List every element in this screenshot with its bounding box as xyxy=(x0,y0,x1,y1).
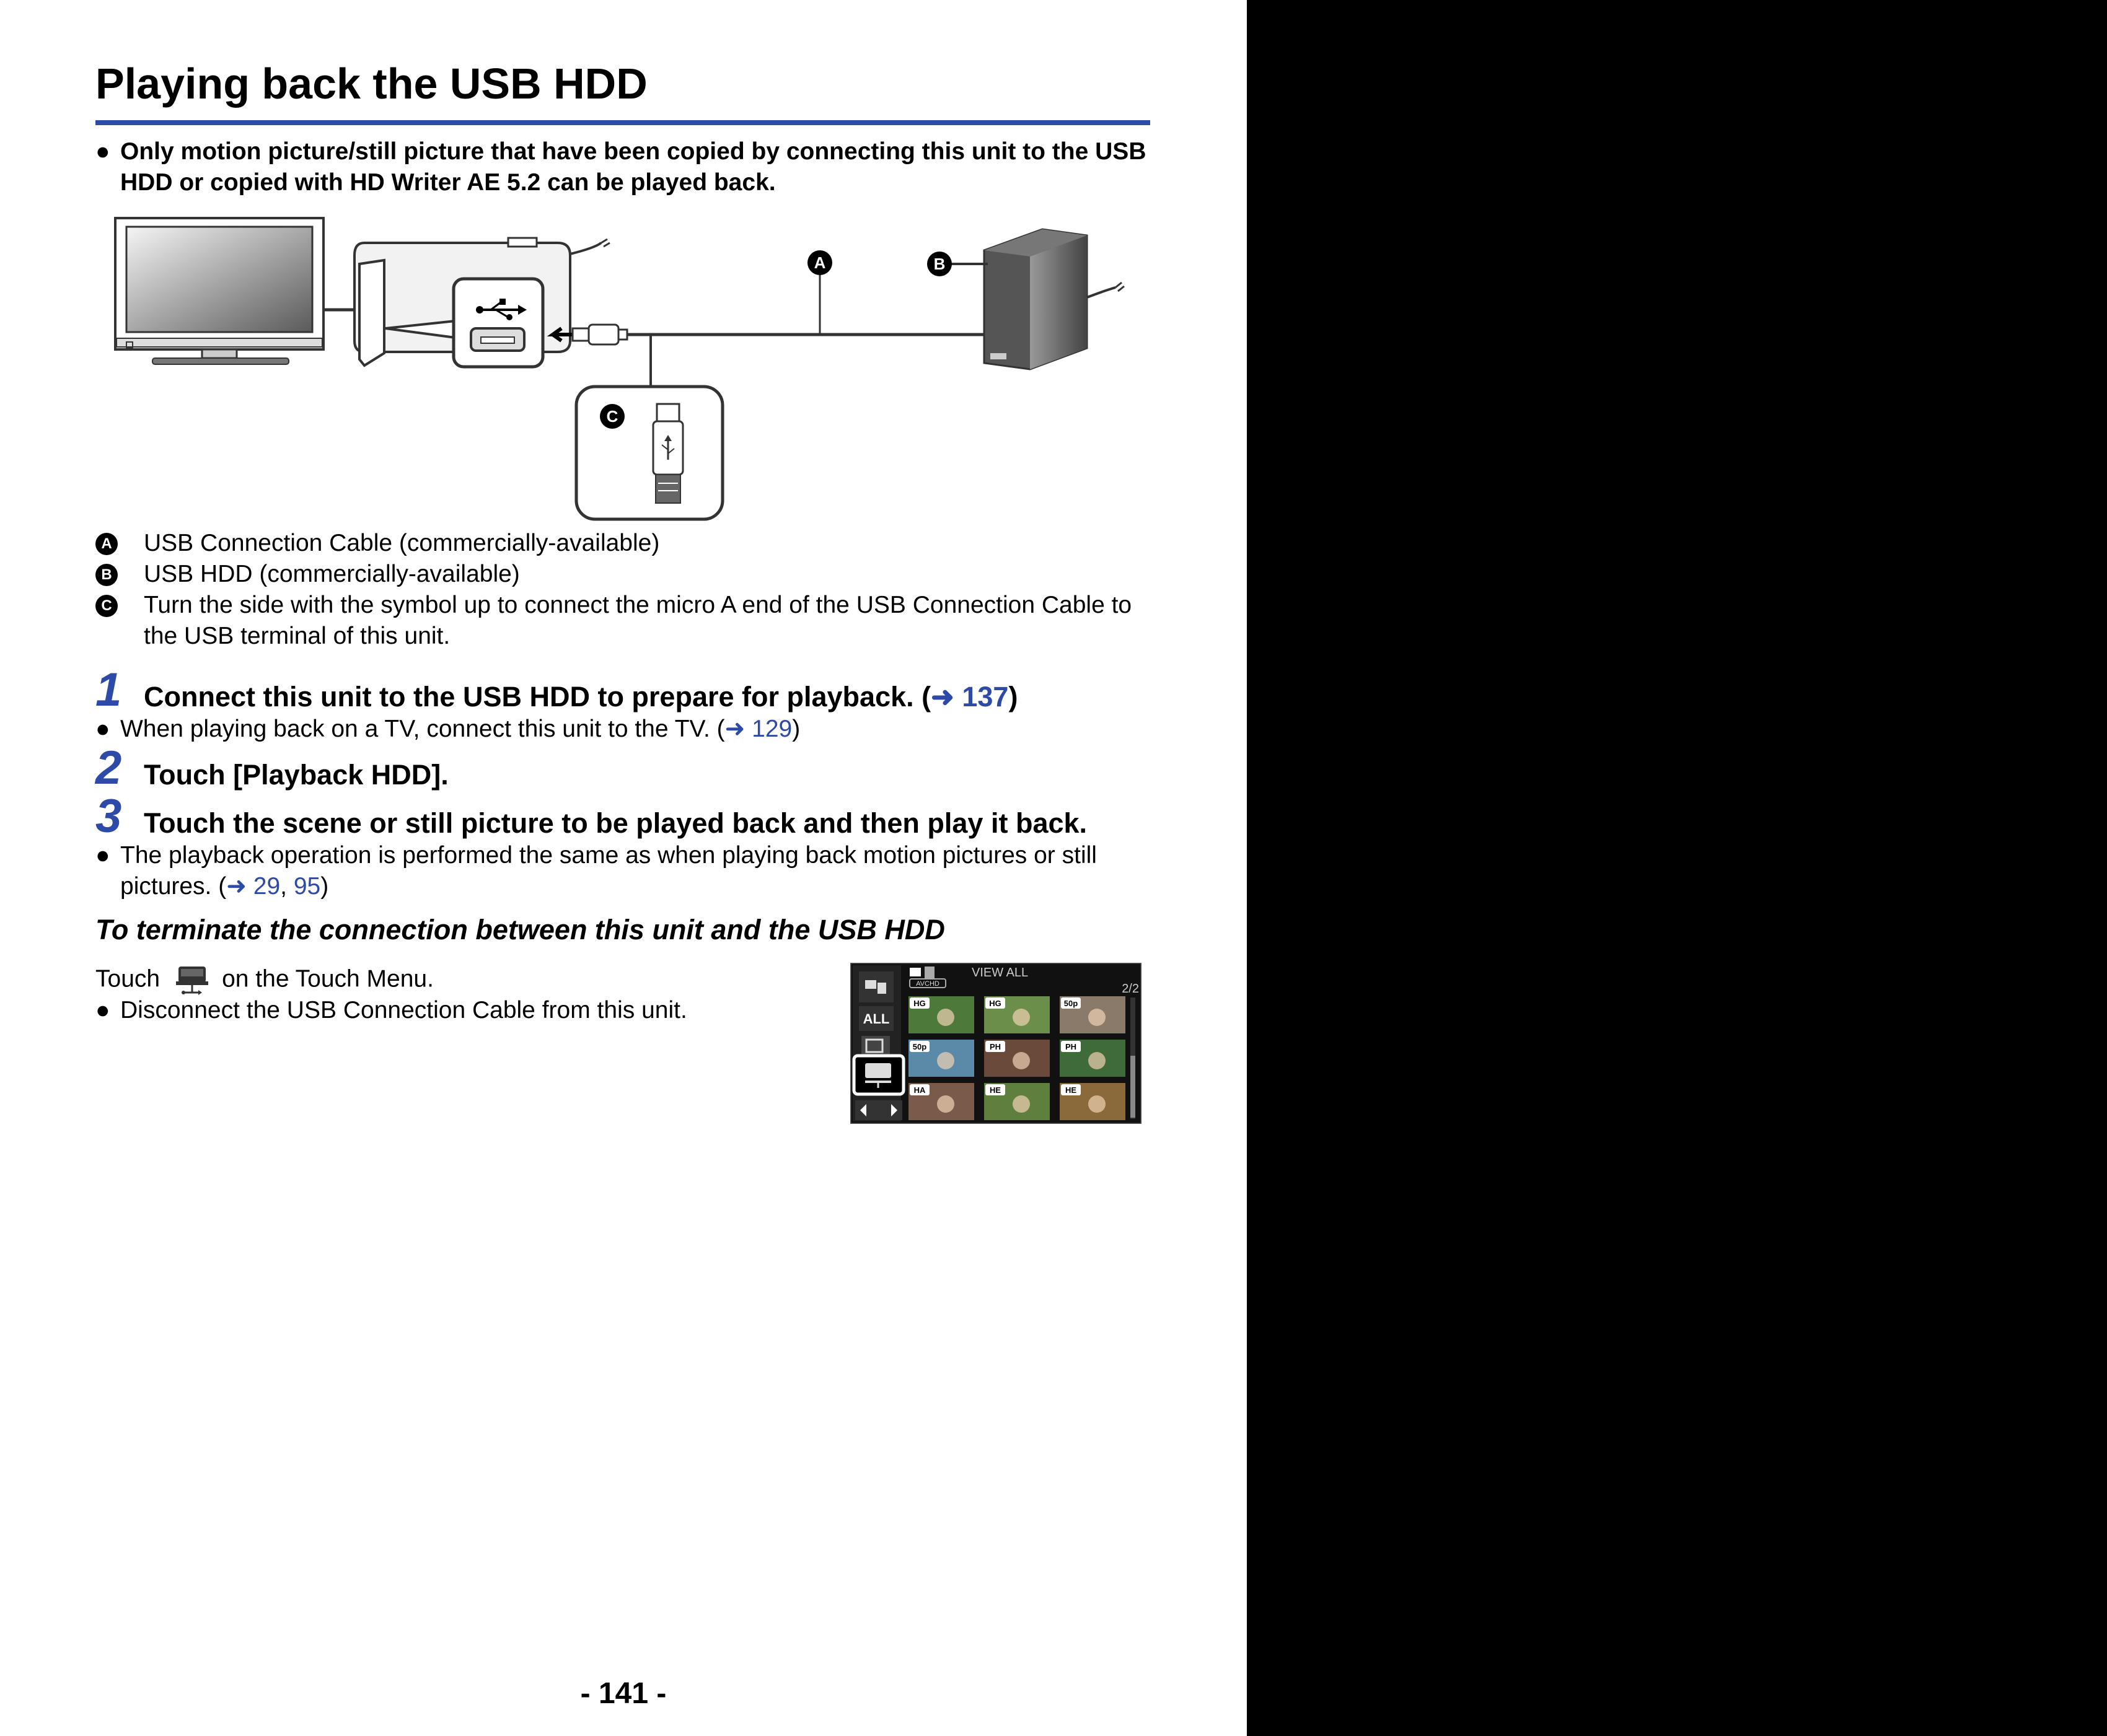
callout-b: B xyxy=(933,255,946,273)
step-number-3: 3 xyxy=(95,790,122,843)
thumbnail-badge: HG xyxy=(989,999,1001,1008)
step-3-note-label: The playback operation is performed the same as when playing back motion pictures or still pictures. ( xyxy=(120,842,1097,900)
scrollbar-thumb[interactable] xyxy=(1130,1056,1135,1118)
terminate-note-text: Disconnect the USB Connection Cable from this unit. xyxy=(120,997,687,1024)
thumbnail-badge: HE xyxy=(989,1085,1001,1095)
title-underline xyxy=(95,120,1150,125)
step-1-note-text xyxy=(120,714,1155,745)
step-1-note-label: When playing back on a TV, connect this unit to the TV. ( xyxy=(120,716,725,742)
thumbnail-badge: 50p xyxy=(1063,999,1078,1008)
screen-header: VIEW ALL xyxy=(972,966,1029,980)
step-1-label: Connect this unit to the USB HDD to prepare for playback. ( xyxy=(144,681,931,712)
step-text-2: Touch [Playback HDD]. xyxy=(144,759,449,791)
bullet-dot: ● xyxy=(95,997,110,1024)
legend-text-c: Turn the side with the symbol up to connect the micro A end of the USB Connection Cable to the USB terminal of this unit. xyxy=(144,592,1132,649)
thumbnail-badge: HA xyxy=(913,1085,926,1095)
legend-mark-b: B xyxy=(95,564,118,586)
bullet-dot: ● xyxy=(95,138,110,165)
thumbnail-grid xyxy=(908,996,1125,1120)
callout-a: A xyxy=(814,253,826,272)
thumbnail-subject xyxy=(1013,1052,1030,1069)
thumbnail-badge: PH xyxy=(1065,1042,1077,1051)
page-indicator: 2/2 xyxy=(1122,982,1139,996)
thumbnail-subject xyxy=(1088,1095,1106,1113)
touch-label: Touch xyxy=(95,965,161,993)
micro-a-connector-detail xyxy=(576,387,723,519)
step-1-ref-arrow: ➜ xyxy=(931,681,954,712)
format-label: AVCHD xyxy=(916,980,939,988)
intro-note-text: Only motion picture/still picture that have been copied by connecting this unit to the USB HDD or copied with HD Writer AE 5.2 can be played back. xyxy=(120,138,1146,196)
step-3-note-arrow: ➜ xyxy=(226,873,247,900)
thumbnail-subject xyxy=(1013,1095,1030,1113)
step-number-1: 1 xyxy=(95,664,122,716)
bullet-dot: ● xyxy=(95,716,110,742)
thumbnail-subject xyxy=(1013,1009,1030,1026)
step-3-note-sep: , xyxy=(280,873,294,900)
thumbnail[interactable] xyxy=(984,1083,1050,1120)
bullet-dot: ● xyxy=(95,842,110,869)
step-1-note-arrow: ➜ xyxy=(724,716,746,742)
legend-mark-c: C xyxy=(95,595,118,617)
thumbnail-badge: HE xyxy=(1065,1085,1077,1095)
step-text-1 xyxy=(144,683,1018,711)
thumbnail[interactable] xyxy=(908,1040,974,1077)
page-link-129[interactable]: 129 xyxy=(752,716,793,742)
thumbnail-badge: HG xyxy=(913,999,926,1008)
thumbnail-subject xyxy=(937,1095,954,1113)
legend-mark-a: A xyxy=(95,533,118,555)
side-all-label: ALL xyxy=(863,1011,890,1027)
tv-illustration xyxy=(115,218,323,364)
thumbnail-badge: 50p xyxy=(912,1042,927,1051)
touch-screen-illustration xyxy=(850,963,1141,1124)
thumbnail[interactable] xyxy=(1060,996,1125,1033)
step-1-note-close: ) xyxy=(792,716,801,742)
page-link-137[interactable]: 137 xyxy=(962,681,1009,712)
video-icon xyxy=(910,968,921,976)
thumbnail[interactable] xyxy=(1060,1083,1125,1120)
thumbnail[interactable] xyxy=(908,1083,974,1120)
page-link-95[interactable]: 95 xyxy=(293,873,321,900)
step-3-note-close: ) xyxy=(320,873,329,900)
legend-text-a: USB Connection Cable (commercially-available) xyxy=(144,530,660,556)
media-icon xyxy=(925,967,935,979)
thumbnail-subject xyxy=(937,1052,954,1069)
step-text-3: Touch the scene or still picture to be played back and then play it back. xyxy=(144,807,1088,839)
terminate-heading: To terminate the connection between this unit and the USB HDD xyxy=(95,914,945,945)
thumbnail[interactable] xyxy=(1060,1040,1125,1077)
connection-diagram xyxy=(112,211,1140,527)
thumbnail-subject xyxy=(1088,1009,1106,1026)
usb-hdd-illustration xyxy=(984,229,1124,369)
page-link-29[interactable]: 29 xyxy=(253,873,281,900)
page-number: - 141 - xyxy=(580,1677,667,1710)
step-3-note-text xyxy=(120,840,1130,902)
thumbnail-subject xyxy=(1088,1052,1106,1069)
thumbnail-badge: PH xyxy=(989,1042,1001,1051)
thumbnail-subject xyxy=(937,1009,954,1026)
page-title: Playing back the USB HDD xyxy=(95,59,648,108)
legend-text-b: USB HDD (commercially-available) xyxy=(144,561,520,587)
usb-hdd-disconnect-icon[interactable] xyxy=(174,964,211,996)
step-number-2: 2 xyxy=(95,742,122,794)
terminate-instruction xyxy=(95,964,434,996)
thumbnail[interactable] xyxy=(984,996,1050,1033)
thumbnail[interactable] xyxy=(984,1040,1050,1077)
usb-cable-plug xyxy=(573,325,627,344)
thumbnail[interactable] xyxy=(908,996,974,1033)
callout-c: C xyxy=(606,407,618,426)
step-1-close-paren: ) xyxy=(1008,681,1018,712)
touch-menu-label: on the Touch Menu. xyxy=(222,965,434,993)
